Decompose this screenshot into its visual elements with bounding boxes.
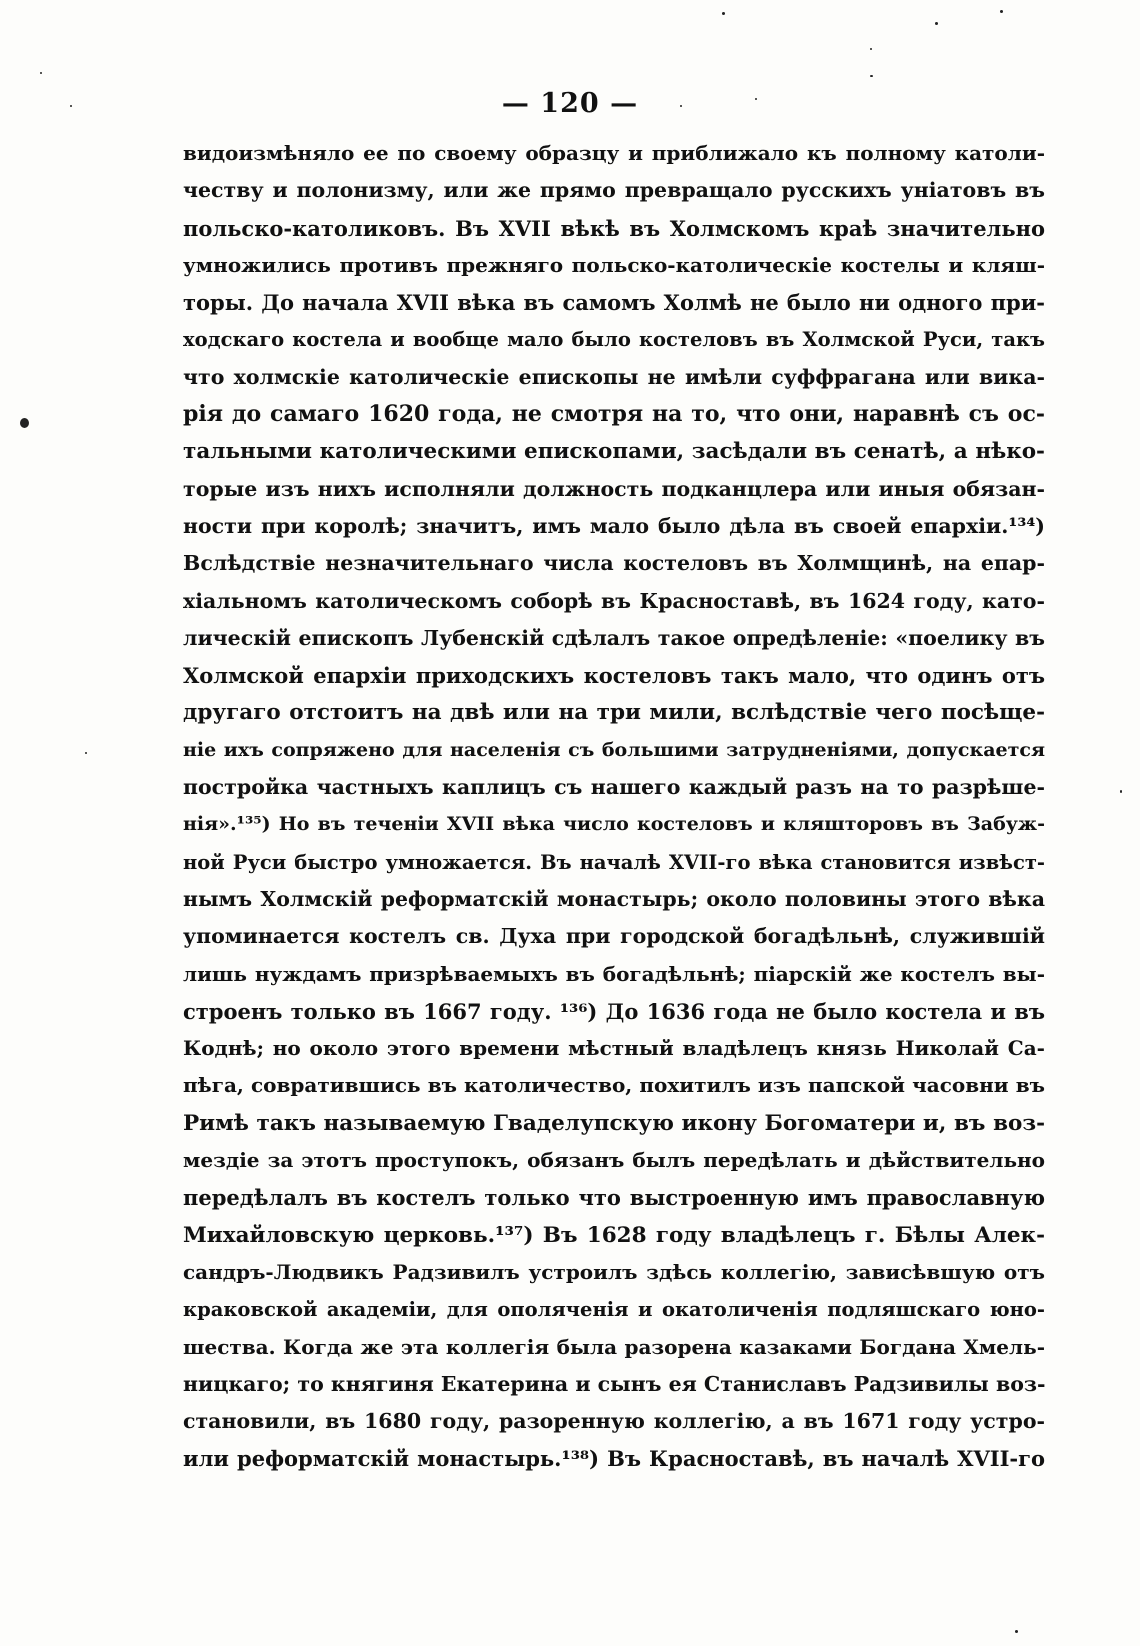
- text-line: шества. Когда же эта коллегія была разорена казаками Богдана Хмель-: [183, 1334, 1045, 1359]
- scan-speck: [20, 418, 29, 428]
- text-line: лишь нуждамъ призрѣваемыхъ въ богадѣльнѣ; піарскій же костелъ вы-: [183, 961, 1045, 986]
- scan-speck: [870, 75, 873, 77]
- text-line: другаго отстоитъ на двѣ или на три мили, вслѣдствіе чего посѣще-: [183, 700, 1045, 726]
- text-line: или реформатскій монастырь.¹³⁸) Въ Красноставѣ, въ началѣ XVII-го: [183, 1446, 1045, 1472]
- text-line: Вслѣдствіе незначительнаго числа костеловъ въ Холмщинѣ, на епар-: [183, 551, 1045, 576]
- text-line: становили, въ 1680 году, разоренную коллегію, а въ 1671 году устро-: [183, 1409, 1045, 1434]
- text-line: строенъ только въ 1667 году. ¹³⁶) До 1636 года не было костела и въ: [183, 998, 1045, 1024]
- text-line: Римѣ такъ называемую Гваделупскую икону Богоматери и, въ воз-: [183, 1110, 1045, 1136]
- text-line: передѣлалъ въ костелъ только что выстроенную имъ православную: [183, 1185, 1045, 1211]
- scan-speck: [935, 22, 938, 25]
- text-line: Михайловскую церковь.¹³⁷) Въ 1628 году владѣлецъ г. Бѣлы Алек-: [183, 1222, 1045, 1248]
- text-line: сандръ-Людвикъ Радзивилъ устроилъ здѣсь коллегію, зависѣвшую отъ: [183, 1259, 1045, 1284]
- scan-speck: [1120, 790, 1122, 793]
- text-line: упоминается костелъ св. Духа при городской богадѣльнѣ, служившій: [183, 924, 1045, 949]
- text-line: тальными католическими епископами, засѣдали въ сенатѣ, а нѣко-: [183, 439, 1045, 465]
- scan-speck: [40, 72, 42, 74]
- text-line: умножились противъ прежняго польско-католическіе костелы и кляш-: [183, 252, 1045, 277]
- text-line: пѣга, совратившись въ католичество, похитилъ изъ папской часовни въ: [183, 1073, 1045, 1098]
- scan-speck: [755, 98, 757, 100]
- text-line: честву и полонизму, или же прямо превращало русскихъ уніатовъ въ: [183, 178, 1045, 203]
- scan-speck: [1000, 10, 1003, 13]
- text-line: мездіе за этотъ проступокъ, обязанъ былъ передѣлать и дѣйствительно: [183, 1148, 1045, 1173]
- scan-speck: [1015, 1630, 1018, 1633]
- scan-speck: [70, 105, 72, 107]
- text-line: ности при королѣ; значитъ, имъ мало было дѣла въ своей епархіи.¹³⁴): [183, 513, 1045, 538]
- scan-speck: [680, 105, 682, 107]
- text-line: краковской академіи, для ополяченія и окатоличенія подляшскаго юно-: [183, 1298, 1045, 1322]
- text-line: ходскаго костела и вообще мало было костеловъ въ Холмской Руси, такъ: [183, 328, 1045, 352]
- text-line: ніе ихъ сопряжено для населенія съ большими затрудненіями, допускается: [183, 738, 1045, 761]
- text-line: польско-католиковъ. Въ XVII вѣкѣ въ Холмскомъ краѣ значительно: [183, 215, 1045, 241]
- text-line: нымъ Холмскій реформатскій монастырь; около половины этого вѣка: [183, 886, 1045, 911]
- text-line: ной Руси быстро умножается. Въ началѣ XVII-го вѣка становится извѣст-: [183, 850, 1045, 874]
- text-line: рія до самаго 1620 года, не смотря на то, что они, наравнѣ съ ос-: [183, 401, 1045, 428]
- body-text: [183, 135, 1045, 1478]
- text-line: Холмской епархіи приходскихъ костеловъ такъ мало, что одинъ отъ: [183, 663, 1045, 689]
- text-line: видоизмѣняло ее по своему образцу и приближало къ полному католи-: [183, 141, 1045, 165]
- text-line: Коднѣ; но около этого времени мѣстный владѣлецъ князь Николай Са-: [183, 1036, 1045, 1061]
- page-number: — 120 —: [501, 88, 639, 119]
- text-line: лическій епископъ Лубенскій сдѣлалъ такое опредѣленіе: «поелику въ: [183, 625, 1045, 650]
- text-line: что холмскіе католическіе епископы не имѣли суффрагана или вика-: [183, 364, 1045, 389]
- text-line: постройка частныхъ каплицъ съ нашего каждый разъ на то разрѣше-: [183, 775, 1045, 800]
- text-line: хіальномъ католическомъ соборѣ въ Красноставѣ, въ 1624 году, като-: [183, 588, 1045, 613]
- text-line: ницкаго; то княгиня Екатерина и сынъ ея Станиславъ Радзивилы воз-: [183, 1371, 1045, 1396]
- scan-speck: [722, 12, 725, 15]
- scan-speck: [85, 752, 87, 754]
- text-line: торы. До начала XVII вѣка въ самомъ Холмѣ не было ни одного при-: [183, 290, 1045, 316]
- text-line: торые изъ нихъ исполняли должность подканцлера или иныя обязан-: [183, 476, 1045, 501]
- scan-speck: [870, 48, 872, 50]
- text-line: нія».¹³⁵) Но въ теченіи XVII вѣка число костеловъ и кляшторовъ въ Забуж-: [183, 813, 1045, 836]
